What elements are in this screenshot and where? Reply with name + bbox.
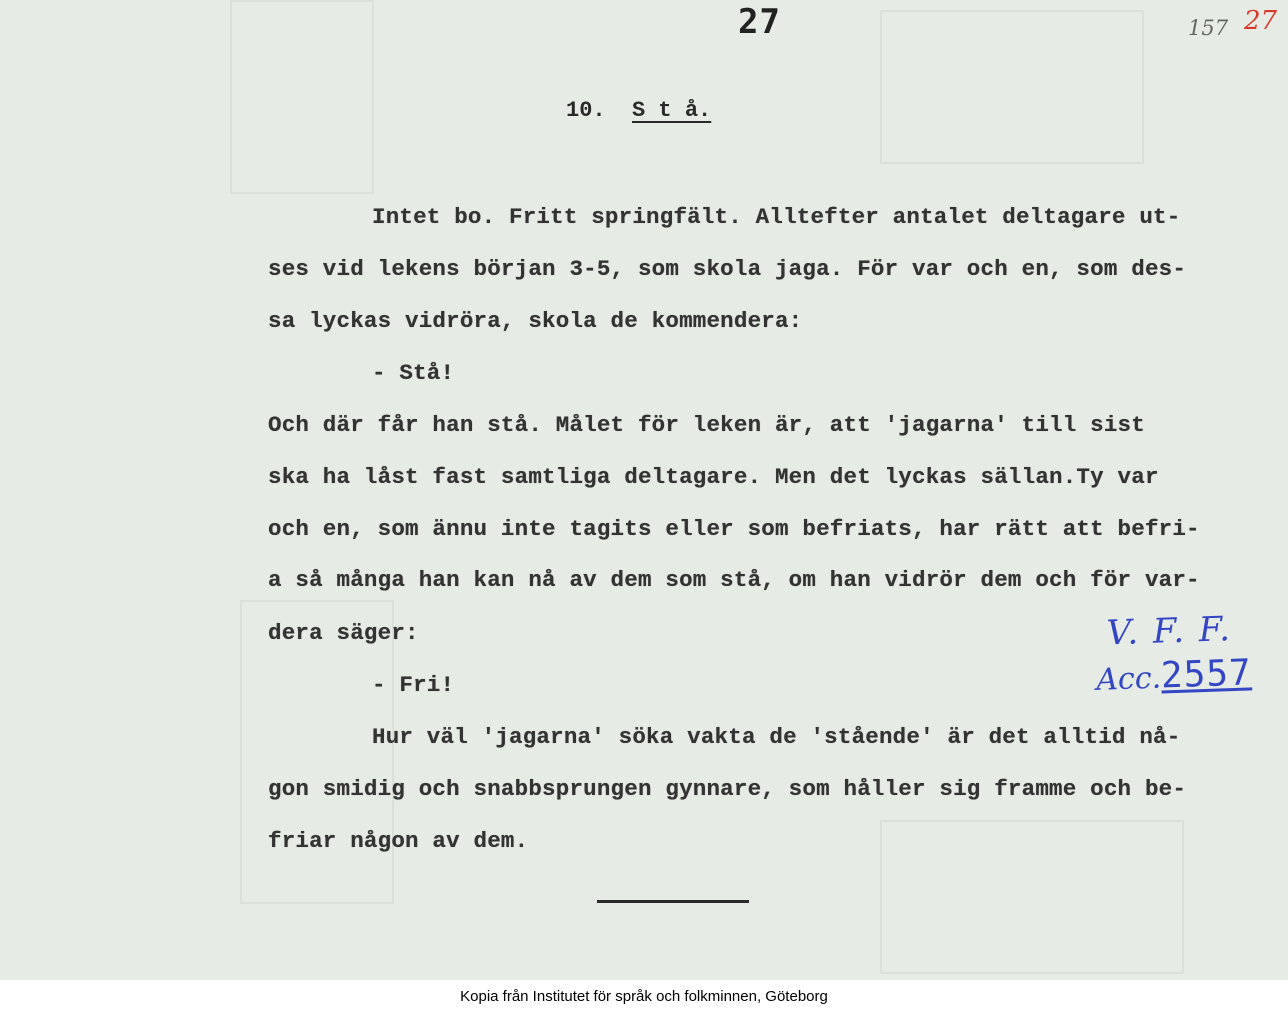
bleed-through-mark — [880, 820, 1184, 974]
bleed-through-mark — [230, 0, 374, 194]
command-line: - Stå! — [372, 360, 455, 386]
body-line: sa lyckas vidröra, skola de kommendera: — [268, 308, 803, 334]
body-line: Intet bo. Fritt springfält. Alltefter antalet deltagare ut- — [372, 204, 1181, 230]
copy-notice: Kopia från Institutet för språk och folkminnen, Göteborg — [460, 988, 828, 1005]
end-rule — [597, 900, 749, 903]
body-line: friar någon av dem. — [268, 828, 529, 854]
bleed-through-mark — [880, 10, 1144, 164]
stamp-line-1: V. F. F. — [1105, 609, 1233, 654]
page-number: 27 — [738, 2, 781, 42]
body-line: a så många han kan nå av dem som stå, om han vidrör dem och för var- — [268, 567, 1200, 593]
body-line: ska ha låst fast samtliga deltagare. Men det lyckas sällan.Ty var — [268, 464, 1159, 490]
archive-number-pencil: 157 — [1188, 16, 1229, 40]
body-line: gon smidig och snabbsprungen gynnare, som håller sig framme och be- — [268, 776, 1187, 802]
body-line: Hur väl 'jagarna' söka vakta de 'stående' är det alltid nå- — [372, 724, 1181, 750]
body-line: ses vid lekens början 3-5, som skola jaga. För var och en, som des- — [268, 256, 1187, 282]
stamp-prefix: Acc. — [1095, 660, 1162, 698]
body-line: Och där får han stå. Målet för leken är, att 'jagarna' till sist — [268, 412, 1145, 438]
stamp-number: 2557 — [1160, 652, 1253, 697]
command-line: - Fri! — [372, 672, 455, 698]
section-heading — [566, 98, 711, 123]
section-number: 10. — [566, 98, 606, 123]
body-line: dera säger: — [268, 620, 419, 646]
archive-number-red: 27 — [1244, 6, 1278, 36]
section-title: S t å. — [632, 98, 712, 123]
body-line: och en, som ännu inte tagits eller som befriats, har rätt att befri- — [268, 516, 1200, 542]
stamp-line-2 — [1096, 652, 1253, 698]
